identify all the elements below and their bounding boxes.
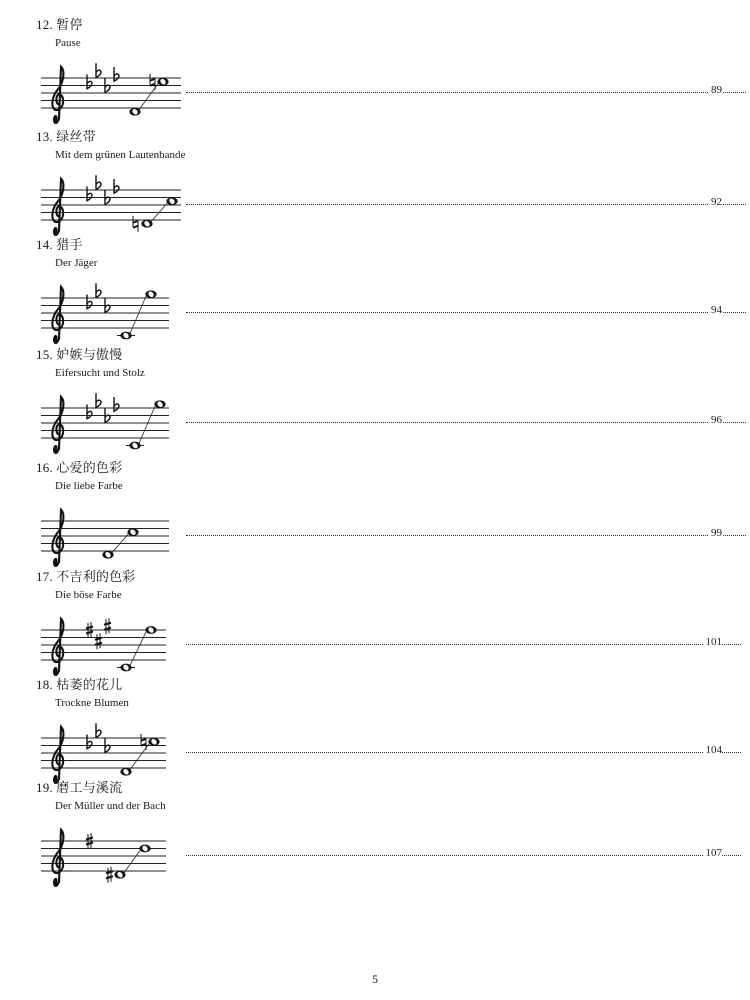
key-signature-flat-icon [96,393,101,407]
dot-leader [186,644,741,645]
treble-clef-icon [52,287,63,344]
key-signature-flat-icon [114,67,119,81]
song-subtitle: Der Jäger [55,257,98,269]
page-reference: 101 [703,636,723,648]
toc-entry[interactable] [36,674,736,782]
range-connector-line [130,632,146,666]
music-range-staff [41,825,191,887]
treble-clef-icon [52,67,63,124]
song-subtitle: Der Müller und der Bach [55,800,166,812]
key-signature-flat-icon [96,175,101,189]
high-note [148,738,159,746]
range-connector-line [130,744,149,770]
treble-clef-icon [52,397,63,454]
music-range-staff [41,174,191,236]
sharp-bar [86,843,93,845]
low-note [120,664,131,672]
sharp-bar [86,838,93,840]
music-range-staff [41,392,191,454]
song-title: 17. 不吉利的色彩 [36,569,136,584]
song-title: 15. 妒嫉与傲慢 [36,347,123,362]
low-note [102,551,113,559]
low-note [114,871,125,879]
page-reference: 94 [708,304,722,316]
key-signature-flat-icon [96,723,101,737]
range-connector-line [139,84,158,110]
dot-leader [186,312,746,313]
high-note [157,78,168,86]
sharp-bar [95,643,102,645]
dot-leader [186,855,741,856]
key-signature-flat-icon [87,75,92,89]
song-title: 14. 猎手 [36,237,83,252]
toc-entry[interactable] [36,234,736,342]
dot-leader [186,204,746,205]
treble-clef-icon [52,830,63,887]
sharp-bar [104,623,111,625]
key-signature-flat-icon [87,187,92,201]
treble-clef-icon [52,510,63,567]
natural-bar [133,221,138,223]
low-note-natural-icon [133,216,138,232]
toc-entry[interactable] [36,566,736,674]
page-number: 5 [372,972,378,986]
treble-clef-icon [52,179,63,236]
song-title: 12. 暂停 [36,17,83,32]
music-range-staff [41,282,191,344]
toc-entry[interactable] [36,457,736,565]
song-title: 13. 绿丝带 [36,129,96,144]
high-note [145,626,156,634]
toc-entry[interactable] [36,777,736,885]
low-note [120,332,131,340]
dot-leader [186,752,741,753]
sharp-bar [95,638,102,640]
treble-clef-icon [52,727,63,784]
key-signature-flat-icon [96,63,101,77]
key-signature-flat-icon [87,405,92,419]
high-note-natural-icon [141,734,146,750]
key-signature-sharp-icon [95,633,102,649]
toc-entry[interactable] [36,126,736,234]
song-subtitle: Trockne Blumen [55,697,129,709]
low-note [129,108,140,116]
key-signature-flat-icon [87,295,92,309]
song-subtitle: Mit dem grünen Lautenbande [55,149,186,161]
key-signature-flat-icon [87,735,92,749]
song-subtitle: Die böse Farbe [55,589,122,601]
music-range-staff [41,505,191,567]
key-signature-flat-icon [96,283,101,297]
key-signature-flat-icon [114,397,119,411]
dot-leader [186,92,746,93]
music-range-staff [41,62,191,124]
page-reference: 89 [708,84,722,96]
song-title: 19. 磨工与溪流 [36,780,123,795]
dot-leader [186,422,746,423]
high-note [166,197,177,205]
low-note [120,768,131,776]
high-note-natural-icon [150,74,155,90]
low-note [141,220,152,228]
page-reference: 92 [708,196,722,208]
toc-entry[interactable] [36,344,736,452]
music-range-staff [41,614,191,676]
song-subtitle: Eifersucht und Stolz [55,367,145,379]
music-range-staff [41,722,191,784]
natural-bar [150,79,155,81]
high-note [145,290,156,298]
page-reference: 107 [703,847,723,859]
sharp-bar [106,876,113,878]
sharp-bar [106,871,113,873]
high-note [127,528,138,536]
song-title: 16. 心爱的色彩 [36,460,123,475]
song-title: 18. 枯萎的花儿 [36,677,123,692]
song-subtitle: Pause [55,37,81,49]
high-note [154,400,165,408]
page-reference: 96 [708,414,722,426]
natural-bar [141,739,146,741]
page-reference: 104 [703,744,723,756]
sharp-bar [104,628,111,630]
key-signature-flat-icon [114,179,119,193]
natural-bar [133,226,138,228]
key-signature-sharp-icon [104,618,111,634]
low-note [129,442,140,450]
treble-clef-icon [52,619,63,676]
dot-leader [186,535,746,536]
high-note [139,845,150,853]
page-reference: 99 [708,527,722,539]
song-subtitle: Die liebe Farbe [55,480,123,492]
low-note-sharp-icon [106,867,113,883]
sharp-bar [86,627,93,629]
sharp-bar [86,632,93,634]
range-connector-line [124,851,140,873]
toc-entry[interactable] [36,14,736,122]
